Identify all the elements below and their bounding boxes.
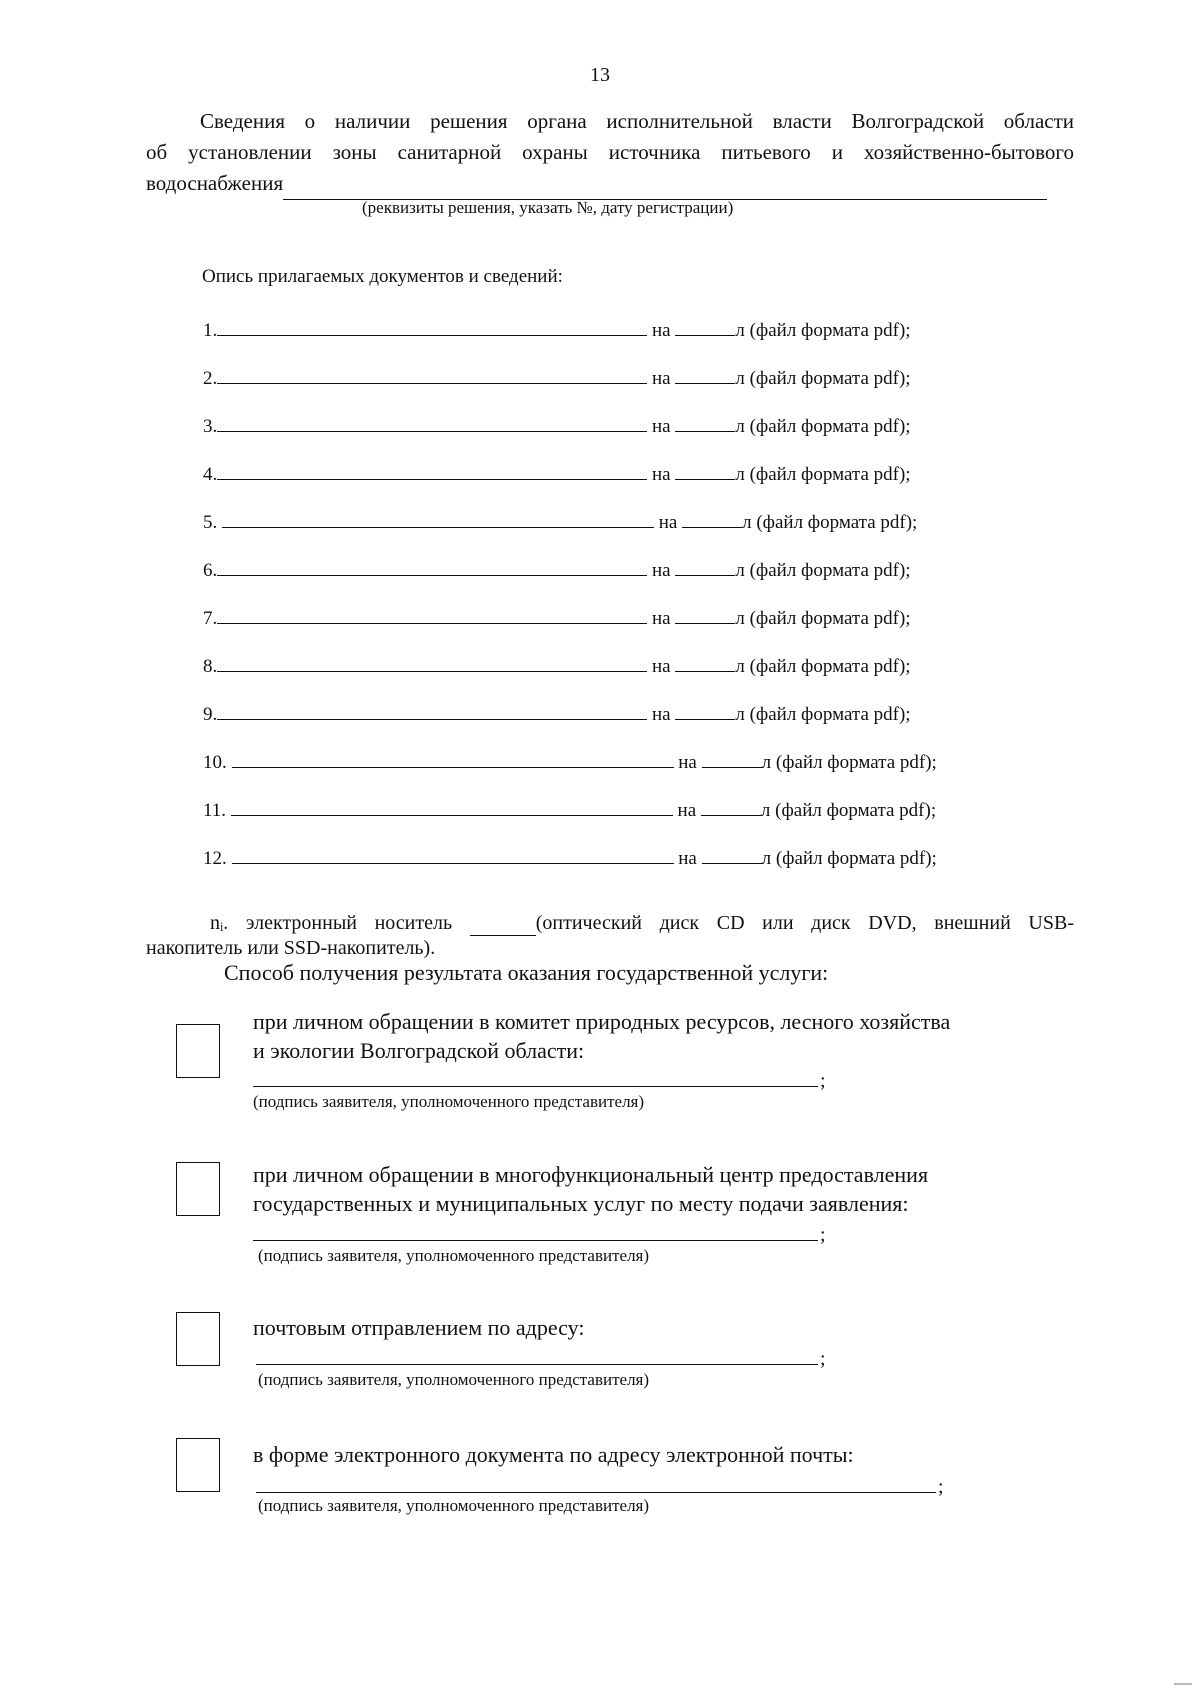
on-label: на bbox=[652, 320, 671, 341]
document-row bbox=[203, 653, 911, 678]
sheet-count-field[interactable] bbox=[675, 461, 735, 480]
option-line: почтовым отправлением по адресу: bbox=[253, 1315, 585, 1340]
document-row bbox=[203, 749, 937, 774]
sheet-count-field[interactable] bbox=[675, 653, 735, 672]
electronic-media-note bbox=[146, 911, 1074, 960]
document-number: 9. bbox=[203, 704, 218, 725]
signature-caption: (подпись заявителя, уполномоченного представителя) bbox=[253, 1092, 645, 1111]
document-number: 2. bbox=[203, 368, 218, 389]
document-number: 11. bbox=[203, 800, 227, 821]
document-name-field[interactable] bbox=[231, 797, 673, 816]
document-name-field[interactable] bbox=[217, 701, 647, 720]
document-name-field[interactable] bbox=[232, 749, 674, 768]
format-suffix: л (файл формата pdf); bbox=[735, 608, 911, 629]
sheet-count-field[interactable] bbox=[675, 317, 735, 336]
intro-line-2: об установлении зоны санитарной охраны источника питьевого и хозяйственно-бытового bbox=[146, 140, 1074, 164]
checkbox-email[interactable] bbox=[176, 1438, 220, 1492]
document-row bbox=[203, 365, 911, 390]
on-label: на bbox=[652, 416, 671, 437]
document-row bbox=[203, 509, 917, 534]
document-number: 7. bbox=[203, 608, 218, 629]
scan-artifact bbox=[1174, 1683, 1192, 1685]
option-email-text bbox=[253, 1440, 854, 1469]
registry-decision-text bbox=[146, 106, 1074, 200]
on-label: на bbox=[652, 368, 671, 389]
decision-details-caption: (реквизиты решения, указать №, дату регистрации) bbox=[362, 198, 734, 217]
option-line: в форме электронного документа по адресу электронной почты: bbox=[253, 1442, 854, 1467]
document-number: 12. bbox=[203, 848, 227, 869]
signature-caption: (подпись заявителя, уполномоченного представителя) bbox=[258, 1496, 650, 1515]
on-label: на bbox=[652, 560, 671, 581]
signature-line-committee[interactable] bbox=[253, 1086, 818, 1087]
checkbox-mfc-in-person[interactable] bbox=[176, 1162, 220, 1216]
on-label: на bbox=[677, 800, 697, 821]
inventory-title: Опись прилагаемых документов и сведений: bbox=[202, 266, 563, 287]
option-line: и экологии Волгоградской области: bbox=[253, 1038, 585, 1063]
semicolon: ; bbox=[820, 1224, 826, 1246]
document-number: 4. bbox=[203, 464, 218, 485]
option-mfc-text bbox=[253, 1160, 928, 1218]
document-name-field[interactable] bbox=[217, 317, 647, 336]
document-name-field[interactable] bbox=[217, 557, 647, 576]
on-label: на bbox=[652, 656, 671, 677]
format-suffix: л (файл формата pdf); bbox=[761, 752, 937, 773]
document-row bbox=[203, 461, 911, 486]
option-line: при личном обращении в многофункциональный центр предоставления bbox=[253, 1162, 929, 1187]
semicolon: ; bbox=[820, 1348, 826, 1370]
page-number: 13 bbox=[590, 64, 610, 86]
sheet-count-field[interactable] bbox=[675, 413, 735, 432]
media-tail: (оптический диск CD или диск DVD, внешний USB- bbox=[535, 912, 1074, 934]
document-row bbox=[203, 701, 911, 726]
document-number: 6. bbox=[203, 560, 218, 581]
format-suffix: л (файл формата pdf); bbox=[735, 656, 911, 677]
document-number: 1. bbox=[203, 320, 218, 341]
decision-details-field[interactable] bbox=[283, 168, 1047, 200]
sheet-count-field[interactable] bbox=[675, 557, 735, 576]
media-line-1 bbox=[146, 911, 1074, 936]
signature-caption: (подпись заявителя, уполномоченного представителя) bbox=[258, 1370, 650, 1389]
document-number: 8. bbox=[203, 656, 218, 677]
checkbox-committee-in-person[interactable] bbox=[176, 1024, 220, 1078]
semicolon: ; bbox=[938, 1476, 944, 1498]
signature-line-mfc[interactable] bbox=[253, 1240, 818, 1241]
document-name-field[interactable] bbox=[232, 845, 674, 864]
sheet-count-field[interactable] bbox=[702, 749, 762, 768]
format-suffix: л (файл формата pdf); bbox=[735, 464, 911, 485]
intro-line-1: Сведения о наличии решения органа исполнительной власти Волгоградской области bbox=[200, 109, 1074, 133]
sheet-count-field[interactable] bbox=[701, 797, 761, 816]
document-name-field[interactable] bbox=[217, 413, 647, 432]
on-label: на bbox=[678, 752, 697, 773]
option-line: государственных и муниципальных услуг по месту подачи заявления: bbox=[253, 1191, 909, 1216]
document-name-field[interactable] bbox=[222, 509, 654, 528]
document-row bbox=[203, 557, 911, 582]
document-number: 3. bbox=[203, 416, 218, 437]
document-row bbox=[203, 605, 911, 630]
format-suffix: л (файл формата pdf); bbox=[735, 704, 911, 725]
semicolon: ; bbox=[820, 1070, 826, 1092]
document-name-field[interactable] bbox=[217, 605, 647, 624]
option-line: при личном обращении в комитет природных ресурсов, лесного хозяйства bbox=[253, 1009, 951, 1034]
document-number: 10. bbox=[203, 752, 227, 773]
delivery-method-title: Способ получения результата оказания государственной услуги: bbox=[224, 960, 829, 985]
document-name-field[interactable] bbox=[217, 461, 647, 480]
format-suffix: л (файл формата pdf); bbox=[735, 416, 911, 437]
media-prefix: nᵢ. электронный носитель bbox=[210, 912, 453, 934]
option-postal-text bbox=[253, 1313, 584, 1342]
signature-line-postal[interactable] bbox=[256, 1364, 818, 1365]
document-row bbox=[203, 413, 911, 438]
sheet-count-field[interactable] bbox=[675, 605, 735, 624]
document-row bbox=[203, 845, 937, 870]
format-suffix: л (файл формата pdf); bbox=[735, 320, 911, 341]
sheet-count-field[interactable] bbox=[682, 509, 742, 528]
format-suffix: л (файл формата pdf); bbox=[760, 800, 937, 821]
format-suffix: л (файл формата pdf); bbox=[735, 368, 911, 389]
document-row bbox=[203, 317, 911, 342]
on-label: на bbox=[652, 704, 671, 725]
on-label: на bbox=[652, 608, 671, 629]
document-number: 5. bbox=[203, 512, 218, 533]
format-suffix: л (файл формата pdf); bbox=[735, 560, 911, 581]
sheet-count-field[interactable] bbox=[675, 701, 735, 720]
signature-caption: (подпись заявителя, уполномоченного представителя) bbox=[258, 1246, 650, 1265]
intro-line-3-text: водоснабжения bbox=[146, 171, 284, 195]
signature-line-email[interactable] bbox=[256, 1492, 936, 1493]
sheet-count-field[interactable] bbox=[675, 365, 735, 384]
document-row bbox=[203, 797, 936, 822]
media-count-field[interactable] bbox=[470, 911, 536, 936]
on-label: на bbox=[652, 464, 671, 485]
on-label: на bbox=[678, 848, 697, 869]
media-line-2: накопитель или SSD-накопитель). bbox=[146, 937, 436, 959]
sheet-count-field[interactable] bbox=[702, 845, 762, 864]
document-name-field[interactable] bbox=[217, 653, 647, 672]
document-name-field[interactable] bbox=[217, 365, 647, 384]
on-label: на bbox=[658, 512, 678, 533]
intro-line-3 bbox=[146, 171, 1047, 195]
format-suffix: л (файл формата pdf); bbox=[761, 848, 937, 869]
format-suffix: л (файл формата pdf); bbox=[742, 512, 918, 533]
option-committee-text bbox=[253, 1007, 950, 1065]
checkbox-postal[interactable] bbox=[176, 1312, 220, 1366]
